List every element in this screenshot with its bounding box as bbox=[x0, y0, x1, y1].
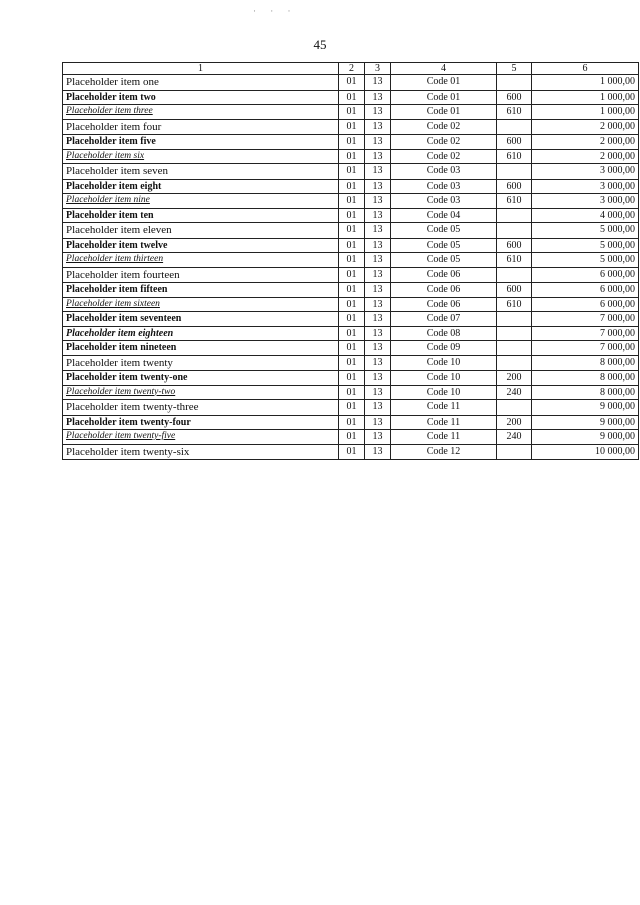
row-subsection-cell: 13 bbox=[365, 253, 391, 268]
row-target-code-cell: Code 02 bbox=[391, 119, 497, 135]
row-amount-cell: 6 000,00 bbox=[532, 283, 639, 298]
row-section-cell: 01 bbox=[339, 326, 365, 341]
row-amount-cell: 5 000,00 bbox=[532, 223, 639, 239]
table-row bbox=[63, 415, 639, 430]
row-subsection-cell: 13 bbox=[365, 415, 391, 430]
row-section-cell: 01 bbox=[339, 267, 365, 283]
table-row bbox=[63, 179, 639, 194]
row-target-code-cell: Code 12 bbox=[391, 444, 497, 460]
row-amount-cell: 10 000,00 bbox=[532, 444, 639, 460]
row-target-code-cell: Code 03 bbox=[391, 179, 497, 194]
row-section-cell: 01 bbox=[339, 194, 365, 209]
row-target-code-cell: Code 02 bbox=[391, 149, 497, 164]
row-amount-cell: 3 000,00 bbox=[532, 179, 639, 194]
row-section-cell: 01 bbox=[339, 415, 365, 430]
row-section-cell: 01 bbox=[339, 75, 365, 91]
row-section-cell: 01 bbox=[339, 312, 365, 327]
row-expense-kind-cell: 600 bbox=[497, 90, 532, 105]
table-row bbox=[63, 105, 639, 120]
row-subsection-cell: 13 bbox=[365, 194, 391, 209]
row-amount-cell: 8 000,00 bbox=[532, 385, 639, 400]
row-target-code-cell: Code 04 bbox=[391, 208, 497, 223]
table-row bbox=[63, 355, 639, 371]
row-section-cell: 01 bbox=[339, 355, 365, 371]
row-section-cell: 01 bbox=[339, 105, 365, 120]
row-subsection-cell: 13 bbox=[365, 119, 391, 135]
table-row bbox=[63, 267, 639, 283]
row-expense-kind-cell bbox=[497, 75, 532, 91]
row-expense-kind-cell bbox=[497, 164, 532, 180]
row-name-cell: Placeholder item twenty-six bbox=[63, 444, 339, 460]
table-row bbox=[63, 75, 639, 91]
row-subsection-cell: 13 bbox=[365, 444, 391, 460]
row-amount-cell: 3 000,00 bbox=[532, 164, 639, 180]
table-row bbox=[63, 135, 639, 150]
row-subsection-cell: 13 bbox=[365, 164, 391, 180]
row-amount-cell: 6 000,00 bbox=[532, 297, 639, 312]
row-section-cell: 01 bbox=[339, 297, 365, 312]
table-row bbox=[63, 326, 639, 341]
row-name-cell: Placeholder item twenty bbox=[63, 355, 339, 371]
row-amount-cell: 1 000,00 bbox=[532, 105, 639, 120]
row-amount-cell: 7 000,00 bbox=[532, 312, 639, 327]
row-section-cell: 01 bbox=[339, 283, 365, 298]
row-amount-cell: 7 000,00 bbox=[532, 326, 639, 341]
row-subsection-cell: 13 bbox=[365, 297, 391, 312]
row-name-cell: Placeholder item twenty-three bbox=[63, 400, 339, 416]
row-target-code-cell: Code 01 bbox=[391, 105, 497, 120]
row-target-code-cell: Code 10 bbox=[391, 371, 497, 386]
row-expense-kind-cell: 600 bbox=[497, 135, 532, 150]
row-subsection-cell: 13 bbox=[365, 90, 391, 105]
row-subsection-cell: 13 bbox=[365, 326, 391, 341]
row-expense-kind-cell: 610 bbox=[497, 194, 532, 209]
column-header: 6 bbox=[532, 63, 639, 75]
row-name-cell: Placeholder item sixteen bbox=[63, 297, 339, 312]
row-section-cell: 01 bbox=[339, 223, 365, 239]
row-section-cell: 01 bbox=[339, 400, 365, 416]
row-subsection-cell: 13 bbox=[365, 238, 391, 253]
row-amount-cell: 2 000,00 bbox=[532, 119, 639, 135]
row-expense-kind-cell: 240 bbox=[497, 385, 532, 400]
row-section-cell: 01 bbox=[339, 135, 365, 150]
row-amount-cell: 9 000,00 bbox=[532, 400, 639, 416]
row-section-cell: 01 bbox=[339, 119, 365, 135]
page-marks: · · · bbox=[253, 6, 297, 16]
column-header: 1 bbox=[63, 63, 339, 75]
row-section-cell: 01 bbox=[339, 253, 365, 268]
row-subsection-cell: 13 bbox=[365, 385, 391, 400]
row-expense-kind-cell: 610 bbox=[497, 105, 532, 120]
row-name-cell: Placeholder item eight bbox=[63, 179, 339, 194]
row-expense-kind-cell bbox=[497, 444, 532, 460]
table-row bbox=[63, 223, 639, 239]
row-expense-kind-cell bbox=[497, 355, 532, 371]
row-expense-kind-cell: 600 bbox=[497, 238, 532, 253]
row-target-code-cell: Code 10 bbox=[391, 385, 497, 400]
row-section-cell: 01 bbox=[339, 385, 365, 400]
row-subsection-cell: 13 bbox=[365, 75, 391, 91]
row-name-cell: Placeholder item three bbox=[63, 105, 339, 120]
row-target-code-cell: Code 08 bbox=[391, 326, 497, 341]
row-name-cell: Placeholder item eleven bbox=[63, 223, 339, 239]
row-name-cell: Placeholder item nineteen bbox=[63, 341, 339, 356]
table-row bbox=[63, 400, 639, 416]
row-subsection-cell: 13 bbox=[365, 400, 391, 416]
row-expense-kind-cell: 610 bbox=[497, 149, 532, 164]
row-name-cell: Placeholder item thirteen bbox=[63, 253, 339, 268]
table-header-row bbox=[63, 63, 639, 75]
row-section-cell: 01 bbox=[339, 179, 365, 194]
row-amount-cell: 5 000,00 bbox=[532, 238, 639, 253]
row-target-code-cell: Code 11 bbox=[391, 430, 497, 445]
row-target-code-cell: Code 06 bbox=[391, 283, 497, 298]
row-name-cell: Placeholder item fifteen bbox=[63, 283, 339, 298]
table-row bbox=[63, 444, 639, 460]
row-target-code-cell: Code 03 bbox=[391, 194, 497, 209]
row-section-cell: 01 bbox=[339, 444, 365, 460]
row-name-cell: Placeholder item twenty-four bbox=[63, 415, 339, 430]
budget-table bbox=[62, 62, 639, 460]
row-name-cell: Placeholder item seven bbox=[63, 164, 339, 180]
row-section-cell: 01 bbox=[339, 341, 365, 356]
row-target-code-cell: Code 11 bbox=[391, 400, 497, 416]
page-number: 45 bbox=[313, 37, 327, 52]
table-row bbox=[63, 283, 639, 298]
row-amount-cell: 2 000,00 bbox=[532, 135, 639, 150]
column-header: 5 bbox=[497, 63, 532, 75]
row-section-cell: 01 bbox=[339, 238, 365, 253]
row-amount-cell: 8 000,00 bbox=[532, 371, 639, 386]
row-name-cell: Placeholder item two bbox=[63, 90, 339, 105]
row-amount-cell: 3 000,00 bbox=[532, 194, 639, 209]
table-row bbox=[63, 312, 639, 327]
row-amount-cell: 5 000,00 bbox=[532, 253, 639, 268]
row-amount-cell: 9 000,00 bbox=[532, 430, 639, 445]
table-row bbox=[63, 238, 639, 253]
row-expense-kind-cell: 610 bbox=[497, 253, 532, 268]
row-target-code-cell: Code 10 bbox=[391, 355, 497, 371]
row-expense-kind-cell bbox=[497, 341, 532, 356]
row-name-cell: Placeholder item fourteen bbox=[63, 267, 339, 283]
row-expense-kind-cell bbox=[497, 326, 532, 341]
row-subsection-cell: 13 bbox=[365, 341, 391, 356]
row-target-code-cell: Code 09 bbox=[391, 341, 497, 356]
table-row bbox=[63, 297, 639, 312]
column-header: 3 bbox=[365, 63, 391, 75]
row-amount-cell: 1 000,00 bbox=[532, 90, 639, 105]
table-row bbox=[63, 371, 639, 386]
row-name-cell: Placeholder item seventeen bbox=[63, 312, 339, 327]
row-section-cell: 01 bbox=[339, 164, 365, 180]
row-subsection-cell: 13 bbox=[365, 355, 391, 371]
row-subsection-cell: 13 bbox=[365, 135, 391, 150]
row-expense-kind-cell bbox=[497, 267, 532, 283]
row-name-cell: Placeholder item twenty-one bbox=[63, 371, 339, 386]
row-expense-kind-cell: 200 bbox=[497, 415, 532, 430]
row-expense-kind-cell: 600 bbox=[497, 179, 532, 194]
row-expense-kind-cell bbox=[497, 119, 532, 135]
row-name-cell: Placeholder item four bbox=[63, 119, 339, 135]
row-name-cell: Placeholder item five bbox=[63, 135, 339, 150]
row-section-cell: 01 bbox=[339, 371, 365, 386]
row-name-cell: Placeholder item twenty-five bbox=[63, 430, 339, 445]
row-amount-cell: 8 000,00 bbox=[532, 355, 639, 371]
row-name-cell: Placeholder item twelve bbox=[63, 238, 339, 253]
table-row bbox=[63, 149, 639, 164]
row-name-cell: Placeholder item one bbox=[63, 75, 339, 91]
table-row bbox=[63, 164, 639, 180]
row-expense-kind-cell bbox=[497, 208, 532, 223]
row-subsection-cell: 13 bbox=[365, 179, 391, 194]
row-subsection-cell: 13 bbox=[365, 208, 391, 223]
row-name-cell: Placeholder item nine bbox=[63, 194, 339, 209]
row-name-cell: Placeholder item ten bbox=[63, 208, 339, 223]
row-subsection-cell: 13 bbox=[365, 149, 391, 164]
row-target-code-cell: Code 05 bbox=[391, 238, 497, 253]
row-section-cell: 01 bbox=[339, 430, 365, 445]
column-header: 2 bbox=[339, 63, 365, 75]
table-row bbox=[63, 430, 639, 445]
row-expense-kind-cell bbox=[497, 223, 532, 239]
row-amount-cell: 9 000,00 bbox=[532, 415, 639, 430]
row-name-cell: Placeholder item eighteen bbox=[63, 326, 339, 341]
row-name-cell: Placeholder item twenty-two bbox=[63, 385, 339, 400]
row-expense-kind-cell bbox=[497, 312, 532, 327]
row-expense-kind-cell bbox=[497, 400, 532, 416]
row-target-code-cell: Code 11 bbox=[391, 415, 497, 430]
table-row bbox=[63, 119, 639, 135]
row-subsection-cell: 13 bbox=[365, 371, 391, 386]
row-amount-cell: 7 000,00 bbox=[532, 341, 639, 356]
row-target-code-cell: Code 01 bbox=[391, 75, 497, 91]
table-row bbox=[63, 341, 639, 356]
row-amount-cell: 4 000,00 bbox=[532, 208, 639, 223]
row-amount-cell: 2 000,00 bbox=[532, 149, 639, 164]
row-target-code-cell: Code 06 bbox=[391, 297, 497, 312]
row-target-code-cell: Code 06 bbox=[391, 267, 497, 283]
row-target-code-cell: Code 05 bbox=[391, 223, 497, 239]
table-row bbox=[63, 208, 639, 223]
row-subsection-cell: 13 bbox=[365, 267, 391, 283]
row-subsection-cell: 13 bbox=[365, 283, 391, 298]
table-row bbox=[63, 385, 639, 400]
row-section-cell: 01 bbox=[339, 208, 365, 223]
row-amount-cell: 1 000,00 bbox=[532, 75, 639, 91]
row-name-cell: Placeholder item six bbox=[63, 149, 339, 164]
row-expense-kind-cell: 610 bbox=[497, 297, 532, 312]
column-header: 4 bbox=[391, 63, 497, 75]
row-target-code-cell: Code 03 bbox=[391, 164, 497, 180]
row-subsection-cell: 13 bbox=[365, 430, 391, 445]
table-row bbox=[63, 194, 639, 209]
row-target-code-cell: Code 07 bbox=[391, 312, 497, 327]
row-amount-cell: 6 000,00 bbox=[532, 267, 639, 283]
row-target-code-cell: Code 05 bbox=[391, 253, 497, 268]
row-expense-kind-cell: 600 bbox=[497, 283, 532, 298]
table-row bbox=[63, 253, 639, 268]
row-target-code-cell: Code 01 bbox=[391, 90, 497, 105]
row-subsection-cell: 13 bbox=[365, 105, 391, 120]
table-row bbox=[63, 90, 639, 105]
row-section-cell: 01 bbox=[339, 90, 365, 105]
row-subsection-cell: 13 bbox=[365, 223, 391, 239]
row-section-cell: 01 bbox=[339, 149, 365, 164]
row-expense-kind-cell: 240 bbox=[497, 430, 532, 445]
row-subsection-cell: 13 bbox=[365, 312, 391, 327]
row-target-code-cell: Code 02 bbox=[391, 135, 497, 150]
row-expense-kind-cell: 200 bbox=[497, 371, 532, 386]
